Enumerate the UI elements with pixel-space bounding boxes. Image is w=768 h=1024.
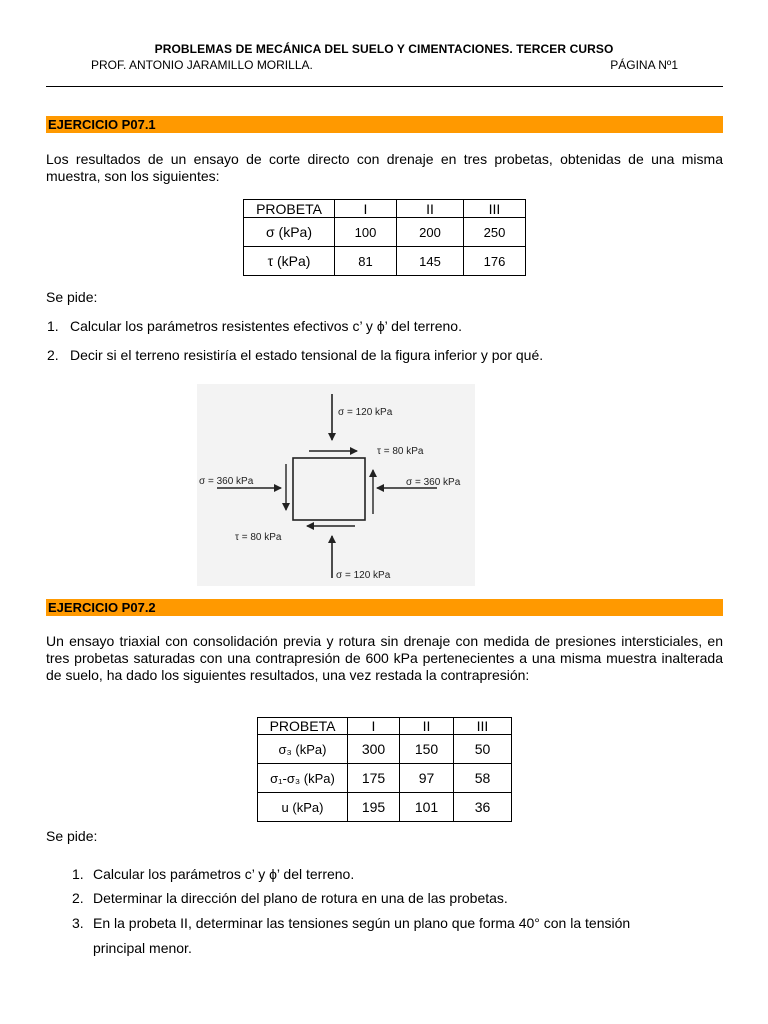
- item-text: En la probeta II, determinar las tensiones según un plano que forma 40° con la tensión: [93, 915, 631, 931]
- exercise-2-heading: EJERCICIO P07.2: [46, 599, 723, 616]
- table-row: [258, 793, 512, 822]
- table-cell: 176: [464, 247, 526, 276]
- table-cell: 97: [400, 764, 454, 793]
- table-cell: 200: [397, 218, 464, 247]
- exercise-1-intro: Los resultados de un ensayo de corte directo con drenaje en tres probetas, obtenidas de una misma muestra, son los siguientes:: [46, 151, 723, 184]
- table-cell: 50: [454, 735, 512, 764]
- sigma-left-label: σ = 360 kPa: [199, 476, 254, 487]
- professor-name: PROF. ANTONIO JARAMILLO MORILLA.: [91, 58, 313, 72]
- table-row-label: σ₁-σ₃ (kPa): [258, 764, 348, 793]
- exercise-2-table: [257, 717, 512, 822]
- sigma-right-label: σ = 360 kPa: [406, 477, 461, 488]
- tau-bottom-label: τ = 80 kPa: [235, 532, 282, 543]
- item-text: Calcular los parámetros c’ y ϕ’ del terreno.: [93, 866, 355, 882]
- item-text: Determinar la dirección del plano de rotura en una de las probetas.: [93, 890, 508, 906]
- table-row-label: u (kPa): [258, 793, 348, 822]
- item-text: principal menor.: [93, 940, 192, 956]
- item-number: 1.: [72, 866, 84, 882]
- stress-diagram: [197, 384, 475, 586]
- tau-top-label: τ = 80 kPa: [377, 446, 424, 457]
- item-number: 2.: [47, 347, 59, 363]
- table-row: [258, 764, 512, 793]
- item-text: Calcular los parámetros resistentes efectivos c’ y ϕ’ del terreno.: [70, 318, 462, 334]
- item-number: 3.: [72, 915, 84, 931]
- exercise-2-intro: Un ensayo triaxial con consolidación previa y rotura sin drenaje con medida de presiones intersticiales, en tres probetas saturadas con una contrapresión de 600 kPa pertenecientes a una misma muestra inalterada de suelo, ha dado los siguientes resultados, una vez restada la contrapresión:: [46, 633, 723, 683]
- table-row-label: τ (kPa): [244, 247, 335, 276]
- table-header-cell: PROBETA: [258, 718, 348, 735]
- table-cell: 101: [400, 793, 454, 822]
- table-header-cell: I: [335, 200, 397, 218]
- table-header-row: [244, 200, 526, 218]
- exercise-1-heading: EJERCICIO P07.1: [46, 116, 723, 133]
- page-number: PÁGINA Nº1: [610, 58, 678, 72]
- table-cell: 250: [464, 218, 526, 247]
- item-text: Decir si el terreno resistiría el estado tensional de la figura inferior y por qué.: [70, 347, 544, 363]
- exercise-1-table: [243, 199, 526, 276]
- table-header-row: [258, 718, 512, 735]
- soil-element: [293, 458, 365, 520]
- table-row: [244, 247, 526, 276]
- table-cell: 81: [335, 247, 397, 276]
- header-divider: [46, 86, 723, 87]
- document-title: PROBLEMAS DE MECÁNICA DEL SUELO Y CIMENTACIONES. TERCER CURSO: [154, 42, 614, 56]
- table-header-cell: III: [454, 718, 512, 735]
- table-cell: 150: [400, 735, 454, 764]
- table-row: [258, 735, 512, 764]
- table-row-label: σ (kPa): [244, 218, 335, 247]
- table-header-cell: II: [397, 200, 464, 218]
- table-cell: 58: [454, 764, 512, 793]
- exercise-2-se-pide: Se pide:: [46, 828, 98, 844]
- item-number: 2.: [72, 890, 84, 906]
- table-row-label: σ₃ (kPa): [258, 735, 348, 764]
- table-row: [244, 218, 526, 247]
- table-cell: 300: [348, 735, 400, 764]
- table-header-cell: I: [348, 718, 400, 735]
- table-cell: 36: [454, 793, 512, 822]
- item-number: 1.: [47, 318, 59, 334]
- table-cell: 175: [348, 764, 400, 793]
- table-cell: 195: [348, 793, 400, 822]
- sigma-bottom-label: σ = 120 kPa: [336, 570, 391, 581]
- table-header-cell: II: [400, 718, 454, 735]
- table-cell: 100: [335, 218, 397, 247]
- table-header-cell: III: [464, 200, 526, 218]
- exercise-1-se-pide: Se pide:: [46, 289, 98, 305]
- sigma-top-label: σ = 120 kPa: [338, 407, 393, 418]
- table-header-cell: PROBETA: [244, 200, 335, 218]
- stress-state-figure: [197, 384, 475, 586]
- table-cell: 145: [397, 247, 464, 276]
